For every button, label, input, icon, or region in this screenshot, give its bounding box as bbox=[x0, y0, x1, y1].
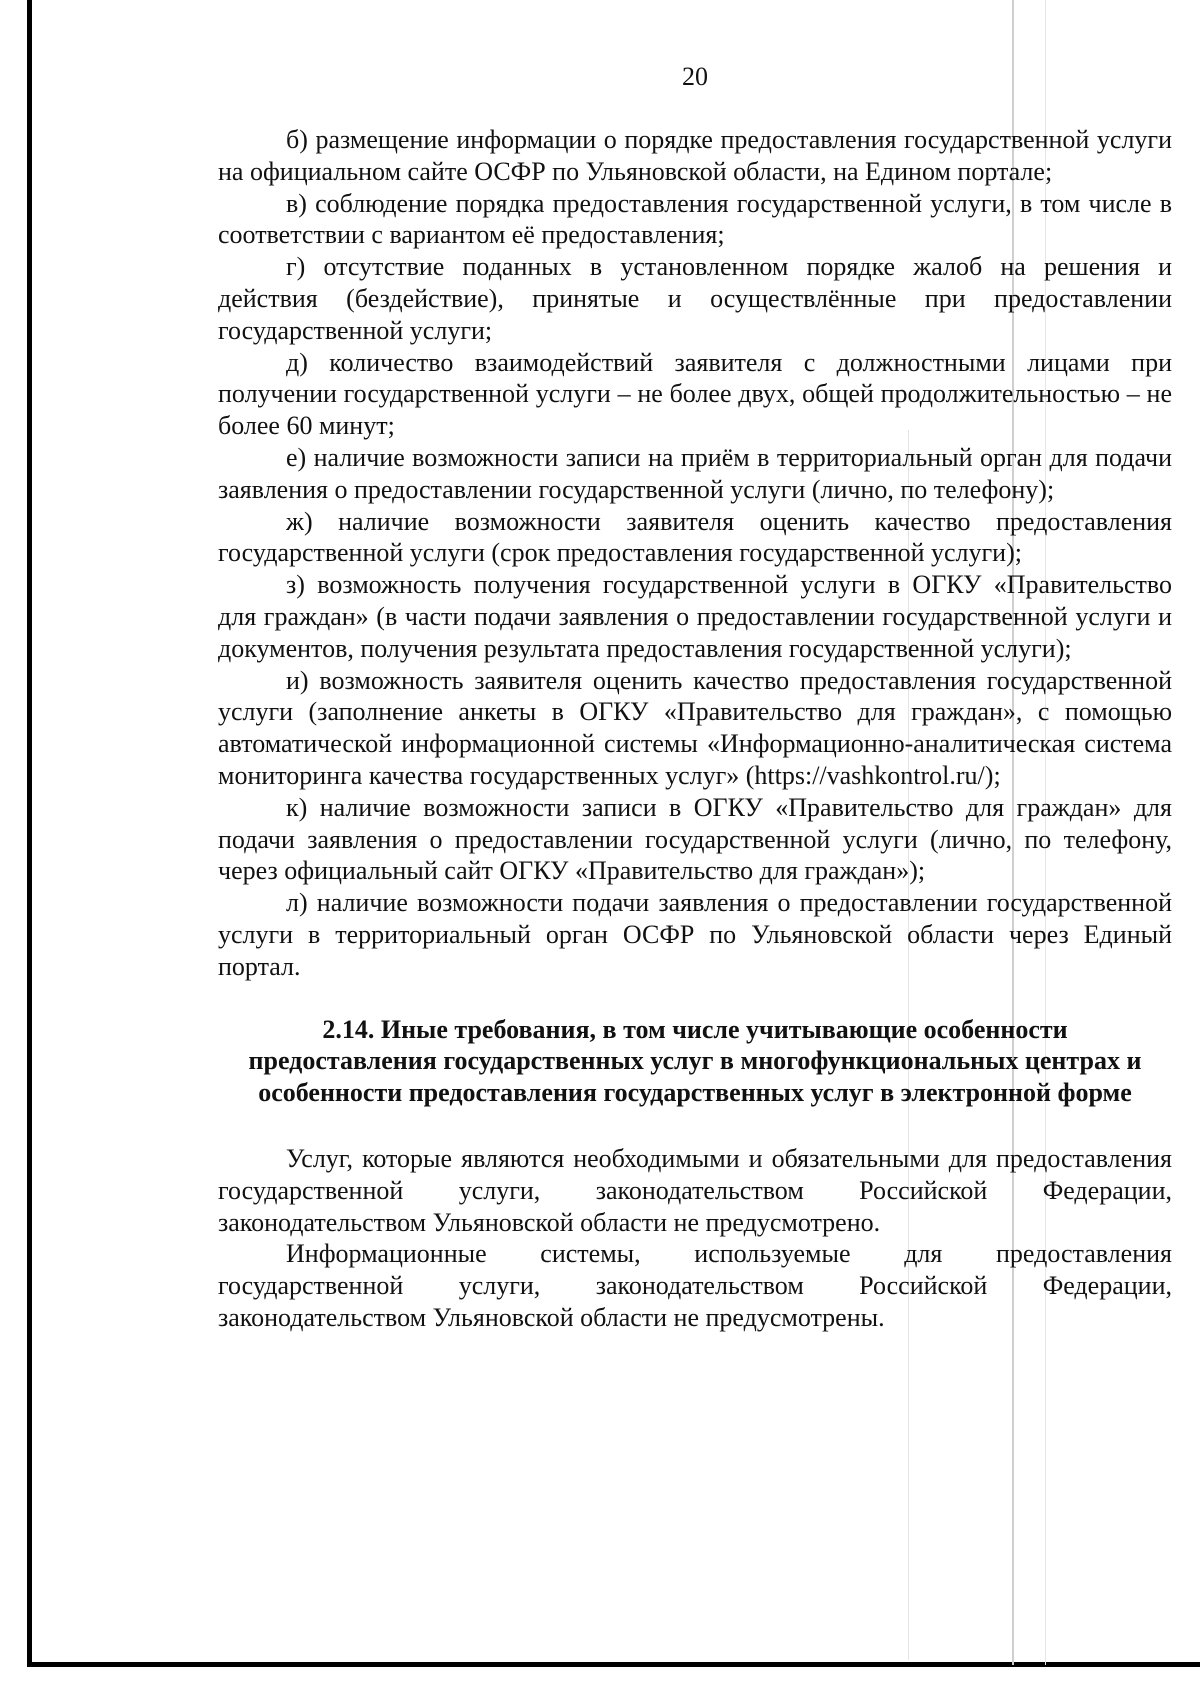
list-item-e: е) наличие возможности записи на приём в территориальный орган для подачи заявления о предоставлении государственной услуги (лично, по телефону); bbox=[218, 442, 1172, 504]
section-paragraph: Услуг, которые являются необходимыми и обязательными для предоставления государственной услуги, законодательством Российской Федерации, законодательством Ульяновской области не предусмотрено. bbox=[218, 1143, 1172, 1237]
document-body bbox=[218, 124, 1172, 1334]
list-item-b: б) размещение информации о порядке предоставления государственной услуги на официальном сайте ОСФР по Ульяновской области, на Едином портале; bbox=[218, 125, 1172, 186]
list-item-l: л) наличие возможности подачи заявления о предоставлении государственной услуги в территориальный орган ОСФР по Ульяновской области через Единый портал. bbox=[218, 888, 1172, 981]
scan-border-left bbox=[27, 0, 32, 1667]
section-body bbox=[218, 1143, 1172, 1334]
list-item-d: д) количество взаимодействий заявителя с должностными лицами при получении государственной услуги – не более двух, общей продолжительностью – не более 60 минут; bbox=[218, 347, 1172, 441]
list-item-g: г) отсутствие поданных в установленном порядке жалоб на решения и действия (бездействие), принятые и осуществлённые при предоставлении государственной услуги; bbox=[218, 252, 1172, 345]
list-item-z: з) возможность получения государственной услуги в ОГКУ «Правительство для граждан» (в части подачи заявления о предоставлении государственной услуги и документов, получения результата предоставления государственной услуги); bbox=[218, 570, 1172, 663]
list-item-k: к) наличие возможности записи в ОГКУ «Правительство для граждан» для подачи заявления о предоставлении государственной услуги (лично, по телефону, через официальный сайт ОГКУ «Правительство для граждан»); bbox=[218, 792, 1172, 886]
section-heading: 2.14. Иные требования, в том числе учитывающие особенности предоставления государственных услуг в многофункциональных центрах и особенности предоставления государственных услуг в электронной форме bbox=[248, 1014, 1142, 1108]
section-paragraph: Информационные системы, используемые для предоставления государственной услуги, законодательством Российской Федерации, законодательством Ульяновской области не предусмотрены. bbox=[218, 1239, 1172, 1332]
page-number: 20 bbox=[682, 62, 708, 91]
list-item-i: и) возможность заявителя оценить качество предоставления государственной услуги (заполнение анкеты в ОГКУ «Правительство для граждан», с помощью автоматической информационной системы «Информационно-аналитическая система мониторинга качества государственных услуг» (https://vashkontrol.ru/); bbox=[218, 665, 1172, 790]
list-item-zh: ж) наличие возможности заявителя оценить качество предоставления государственной услуги (срок предоставления государственной услуги); bbox=[218, 506, 1172, 568]
list-item-v: в) соблюдение порядка предоставления государственной услуги, в том числе в соответствии с вариантом её предоставления; bbox=[218, 188, 1172, 250]
scan-border-bottom bbox=[27, 1662, 1200, 1667]
